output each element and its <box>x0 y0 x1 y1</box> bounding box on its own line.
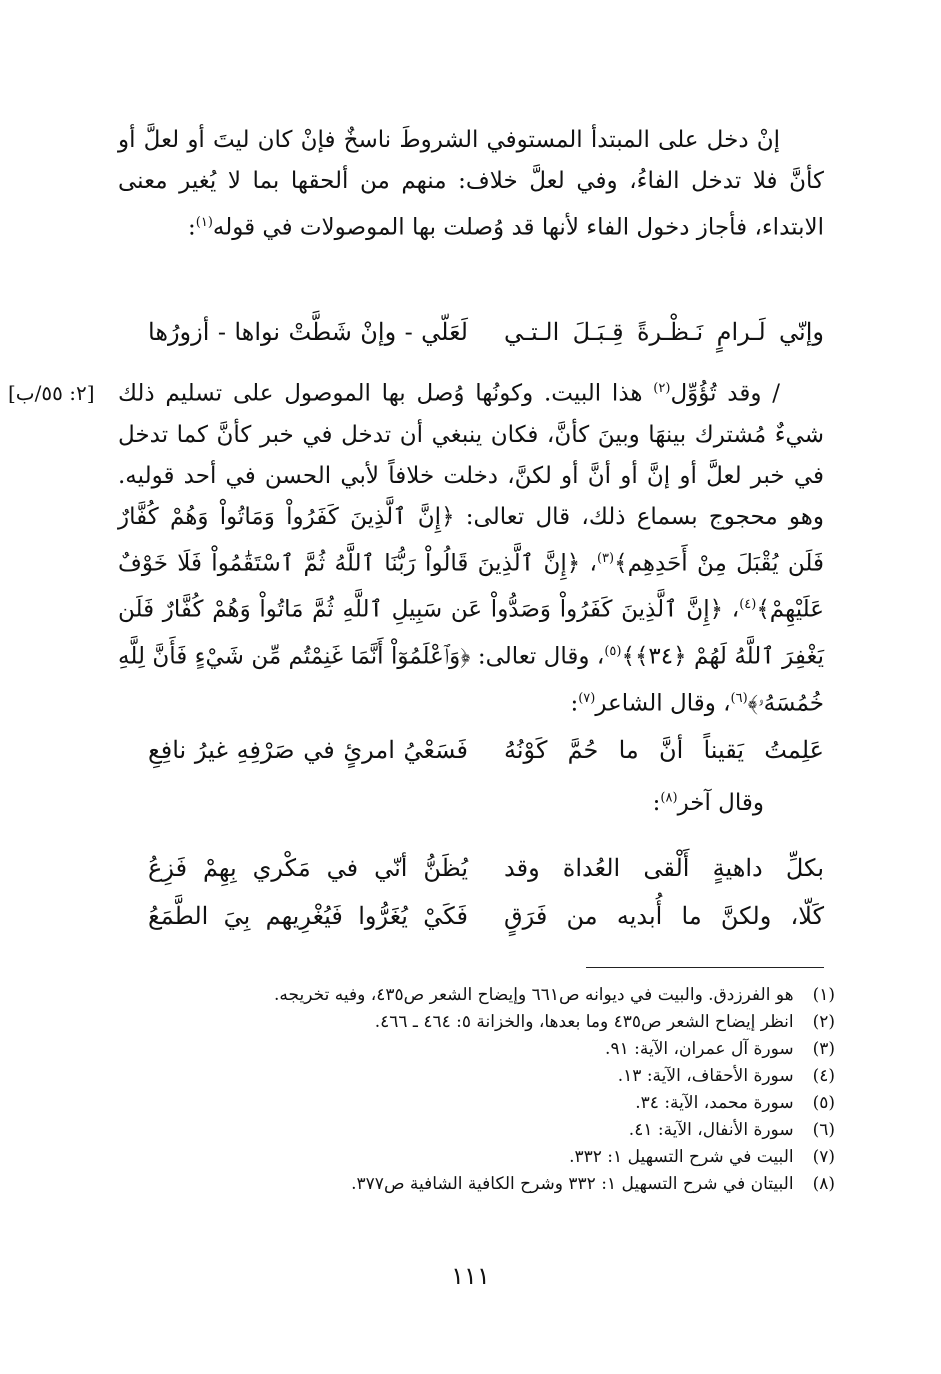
main-text-block-2 <box>118 368 824 724</box>
verse-2 <box>118 736 824 780</box>
paragraph-1-colon: : <box>188 214 196 241</box>
footnote <box>300 1117 835 1144</box>
paragraph-2 <box>118 368 824 724</box>
footnote-separator <box>586 967 824 968</box>
second-poet-intro <box>118 790 824 816</box>
paragraph-2-start: / وقد تُؤُوِّل <box>670 380 780 407</box>
footnote-number: (٥) <box>812 1093 835 1113</box>
second-poet-intro-text: وقال آخر <box>677 790 764 816</box>
footnote-number: (٧) <box>812 1147 835 1167</box>
footnote-ref-1: (١) <box>195 215 213 230</box>
footnote-ref-5: (٥) <box>604 643 622 659</box>
footnote-text: انظر إيضاح الشعر ص٤٣٥ وما بعدها، والخزانة ٥: ٤٦٤ ـ ٤٦٦. <box>374 1012 794 1032</box>
verse-1-first-hemistich: وإنّي لَـرامٍ نَـظْـرةً قِـبَـلَ الـتـي <box>504 318 824 346</box>
poet-intro-colon: : <box>570 690 579 717</box>
footnote-number: (٢) <box>812 1012 835 1032</box>
footnote-number: (٦) <box>812 1120 835 1140</box>
manuscript-folio-reference: [٢: ٥٥/ب] <box>8 381 95 405</box>
footnote-ref-7: (٧) <box>578 690 596 706</box>
footnote-number: (٨) <box>812 1174 835 1194</box>
paragraph-1-text: إنْ دخل على المبتدأ المستوفي الشروطَ ناسخٌ فإنْ كان ليتَ أو لعلَّ أو كأنَّ فلا تدخل الفاءُ، وفي لعلَّ خلاف: منهم من ألحقها بما لا يُغير معنى الابتداء، فأجاز دخول الفاء لأنها قد وُصلت بها الموصولات في قوله <box>118 127 824 241</box>
verse-2-second-hemistich: فَسَعْيُ امرئٍ في صَرْفِهِ غيرُ نافِعِ <box>148 736 468 764</box>
footnote-text: سورة الأنفال، الآية: ٤١. <box>628 1120 794 1140</box>
main-text-block-1 <box>118 120 824 249</box>
footnote <box>300 1144 835 1171</box>
verse-3 <box>118 854 824 898</box>
footnote-ref-2: (٢) <box>653 381 671 396</box>
footnote <box>300 1036 835 1063</box>
verse-4-second-hemistich: فَكَيْ يُغَرُّوا فَيُغْرِيهم بِيَ الطَّمَعُ <box>148 902 468 930</box>
quran-quote-4: ، وقال تعالى: ﴿وَٱعْلَمُوٓاْ أَنَّمَا غَنِمْتُم مِّن شَيْءٍ فَأَنَّ لِلَّهِ خُمُسَهُۥ﴾ <box>118 643 824 717</box>
footnote-text: البيتان في شرح التسهيل ١: ٣٣٢ وشرح الكافية الشافية ص٣٧٧. <box>351 1174 794 1194</box>
footnote <box>300 1009 835 1036</box>
footnote-text: سورة آل عمران، الآية: ٩١. <box>605 1039 794 1059</box>
verse-2-first-hemistich: عَلِمتُ يَقيناً أنَّ ما حُمَّ كَوْنُهُ <box>504 736 824 764</box>
footnote-ref-6: (٦) <box>730 690 748 706</box>
verse-3-first-hemistich: بكلِّ داهيةٍ أَلْقى العُداة وقد <box>504 854 824 882</box>
footnote-number: (٣) <box>812 1039 835 1059</box>
verse-1 <box>118 318 824 362</box>
paragraph-1 <box>118 120 824 249</box>
verse-4-first-hemistich: كَلّا، ولكنَّ ما أُبديه من فَرَقٍ <box>504 902 824 930</box>
footnote <box>300 1063 835 1090</box>
poet-intro: ، وقال الشاعر <box>595 690 731 717</box>
page-number: ١١١ <box>451 1262 490 1290</box>
quran-quote-2: ، ﴿إِنَّ ٱلَّذِينَ قَالُواْ رَبُّنَا ٱللَّهُ ثُمَّ ٱسْتَقَٰمُواْ فَلَا خَوْفٌ عَلَيْهِمْ﴾ <box>118 550 824 623</box>
footnote-text: هو الفرزدق. والبيت في ديوانه ص٦٦١ وإيضاح الشعر ص٤٣٥، وفيه تخريجه. <box>274 985 794 1005</box>
footnotes <box>274 982 835 1198</box>
footnote-number: (٤) <box>812 1066 835 1086</box>
footnote-ref-4: (٤) <box>739 597 757 613</box>
second-poet-intro-colon: : <box>652 790 661 816</box>
verse-3-second-hemistich: يُظَنُّ أنّي في مَكْري بِهِمْ فَزِعُ <box>148 854 468 882</box>
footnote-number: (١) <box>812 985 835 1005</box>
verse-1-second-hemistich: لَعَلّي - وإنْ شَطَّتْ نواها - أزورُها <box>148 318 468 346</box>
footnote-ref-8: (٨) <box>660 790 678 806</box>
quran-quote-3: ، ﴿إِنَّ ٱلَّذِينَ كَفَرُواْ وَصَدُّواْ عَن سَبِيلِ ٱللَّهِ ثُمَّ مَاتُواْ وَهُمْ كُفَّارٌ فَلَن يَغْفِرَ ٱللَّهُ لَهُمْ ﴿٣٤﴾﴾ <box>118 596 824 670</box>
footnote-text: سورة الأحقاف، الآية: ١٣. <box>617 1066 794 1086</box>
paragraph-2-text: هذا البيت. وكونُها وُصل بها الموصول على تسليم ذلك شيءٌ مُشترك بينهَا وبينَ كأنَّ، فكان ينبغي أن تدخل في خبر كأنَّ كما تدخل في خبر لعلَّ أو إنَّ أو أنَّ أو لكنَّ، دخلت خلافاً لأبي الحسن في أحد قوليه. وهو محجوج بسماع ذلك، قال تعالى: ﴿إِنَّ ٱلَّذِينَ كَفَرُواْ وَمَاتُواْ وَهُمْ كُفَّارٌ فَلَن يُقْبَلَ مِنْ أَحَدِهِم﴾ <box>118 380 824 577</box>
footnote-text: سورة محمد، الآية: ٣٤. <box>635 1093 794 1113</box>
footnote-text: البيت في شرح التسهيل ١: ٣٣٢. <box>569 1147 794 1167</box>
footnote-ref-3: (٣) <box>596 550 615 566</box>
footnote <box>300 1171 835 1198</box>
footnote <box>274 982 835 1009</box>
footnote <box>300 1090 835 1117</box>
verse-4 <box>118 902 824 946</box>
